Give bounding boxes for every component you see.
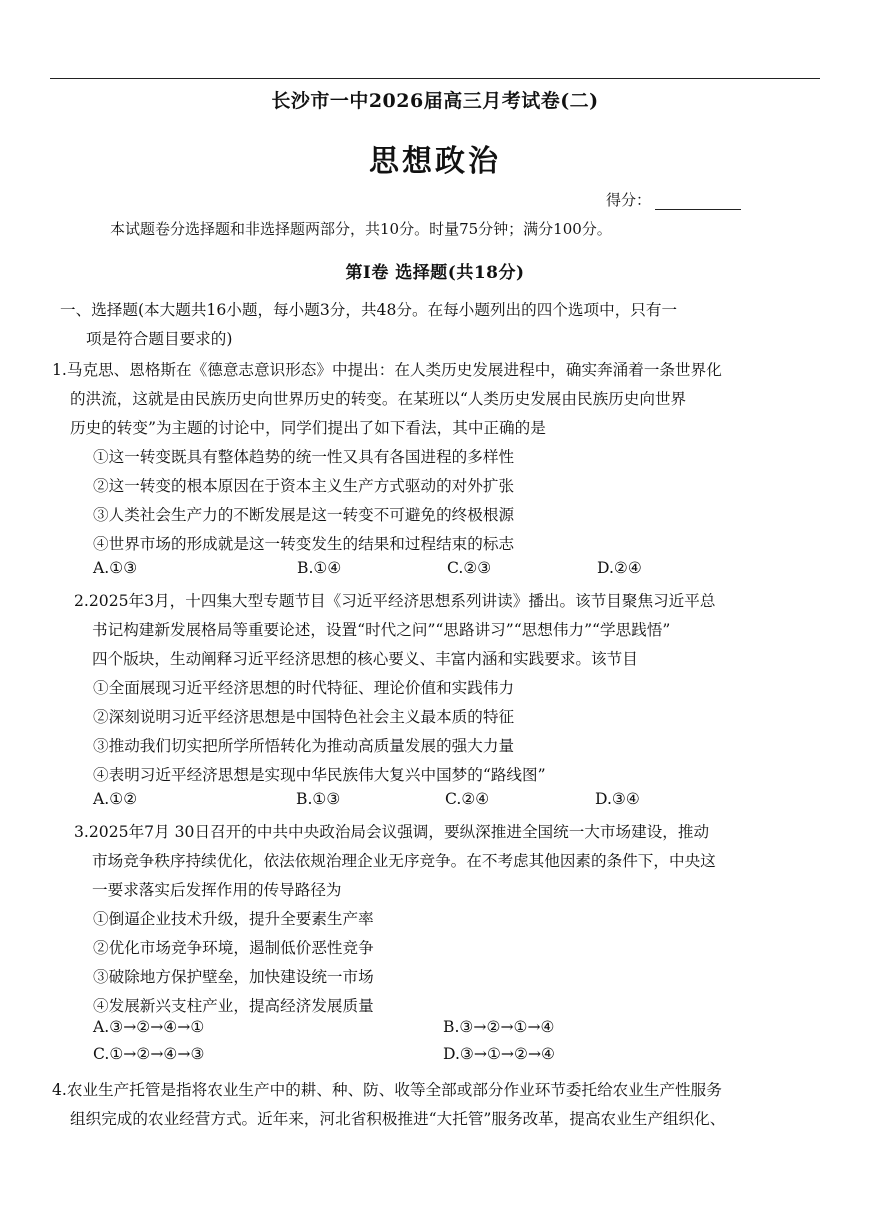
q4-stem-line1: 4.农业生产托管是指将农业生产中的耕、种、防、收等全部或部分作业环节委托给农业生产性服务 xyxy=(52,1081,722,1099)
section-title: 第Ⅰ卷 选择题(共18分) xyxy=(345,263,525,283)
q1-stem-line1: 1.马克思、恩格斯在《德意志意识形态》中提出：在人类历史发展进程中，确实奔涌着一条世界化 xyxy=(52,361,722,379)
q1-statement-3: ③人类社会生产力的不断发展是这一转变不可避免的终极根源 xyxy=(93,506,515,524)
q3-stem-line1: 3.2025年7月 30日召开的中共中央政治局会议强调，要纵深推进全国统一大市场建设，推动 xyxy=(74,823,710,841)
q1-option-a[interactable]: A.①③ xyxy=(93,559,138,577)
q1-stem-line3: 历史的转变”为主题的讨论中，同学们提出了如下看法，其中正确的是 xyxy=(70,419,546,437)
q2-stem-line1: 2.2025年3月，十四集大型专题节目《习近平经济思想系列讲读》播出。该节目聚焦习近平总 xyxy=(74,592,716,610)
q3-stem-line3: 一要求落实后发挥作用的传导路径为 xyxy=(92,881,342,899)
q3-statement-3: ③破除地方保护壁垒，加快建设统一市场 xyxy=(93,968,374,986)
q1-option-c[interactable]: C.②③ xyxy=(447,559,492,577)
q3-statement-2: ②优化市场竞争环境，遏制低价恶性竞争 xyxy=(93,939,374,957)
q3-option-c[interactable]: C.①→②→④→③ xyxy=(93,1045,205,1063)
q1-option-b[interactable]: B.①④ xyxy=(297,559,342,577)
q3-option-b[interactable]: B.③→②→①→④ xyxy=(443,1018,555,1036)
q3-statement-1: ①倒逼企业技术升级，提升全要素生产率 xyxy=(93,910,374,928)
part-one-heading-line1: 一、选择题(本大题共16小题，每小题3分，共48分。在每小题列出的四个选项中，只有一 xyxy=(60,301,678,319)
score-blank[interactable] xyxy=(655,195,741,210)
q2-statement-4: ④表明习近平经济思想是实现中华民族伟大复兴中国梦的“路线图” xyxy=(93,766,546,784)
q3-stem-line2: 市场竞争秩序持续优化，依法依规治理企业无序竞争。在不考虑其他因素的条件下，中央这 xyxy=(92,852,716,870)
q2-option-d[interactable]: D.③④ xyxy=(595,790,640,808)
q2-stem-line3: 四个版块，生动阐释习近平经济思想的核心要义、丰富内涵和实践要求。该节目 xyxy=(92,650,638,668)
q2-option-a[interactable]: A.①② xyxy=(93,790,138,808)
subject-title: 思想政治 xyxy=(369,144,501,179)
score-label: 得分： xyxy=(606,191,652,209)
q2-option-c[interactable]: C.②④ xyxy=(445,790,490,808)
score-field xyxy=(606,189,741,210)
q4-stem-line2: 组织完成的农业经营方式。近年来，河北省积极推进“大托管”服务改革，提高农业生产组织化、 xyxy=(70,1110,726,1128)
q2-statement-3: ③推动我们切实把所学所悟转化为推动高质量发展的强大力量 xyxy=(93,737,515,755)
exam-title: 长沙市一中2026届高三月考试卷(二) xyxy=(271,90,599,112)
q1-statement-2: ②这一转变的根本原因在于资本主义生产方式驱动的对外扩张 xyxy=(93,477,515,495)
q1-statement-4: ④世界市场的形成就是这一转变发生的结果和过程结束的标志 xyxy=(93,535,515,553)
instructions: 本试题卷分选择题和非选择题两部分，共10分。时量75分钟；满分100分。 xyxy=(110,220,612,238)
q2-statement-2: ②深刻说明习近平经济思想是中国特色社会主义最本质的特征 xyxy=(93,708,515,726)
part-one-heading-line2: 项是符合题目要求的) xyxy=(86,330,233,348)
top-rule xyxy=(50,78,820,79)
q1-option-d[interactable]: D.②④ xyxy=(597,559,642,577)
q3-option-a[interactable]: A.③→②→④→① xyxy=(93,1018,205,1036)
q1-stem-line2: 的洪流，这就是由民族历史向世界历史的转变。在某班以“人类历史发展由民族历史向世界 xyxy=(70,390,687,408)
q3-option-d[interactable]: D.③→①→②→④ xyxy=(443,1045,556,1063)
q2-stem-line2: 书记构建新发展格局等重要论述，设置“时代之问”“思路讲习”“思想伟力”“学思践悟” xyxy=(92,621,671,639)
q2-option-b[interactable]: B.①③ xyxy=(296,790,341,808)
q3-statement-4: ④发展新兴支柱产业，提高经济发展质量 xyxy=(93,997,374,1015)
q2-statement-1: ①全面展现习近平经济思想的时代特征、理论价值和实践伟力 xyxy=(93,679,515,697)
q1-statement-1: ①这一转变既具有整体趋势的统一性又具有各国进程的多样性 xyxy=(93,448,515,466)
